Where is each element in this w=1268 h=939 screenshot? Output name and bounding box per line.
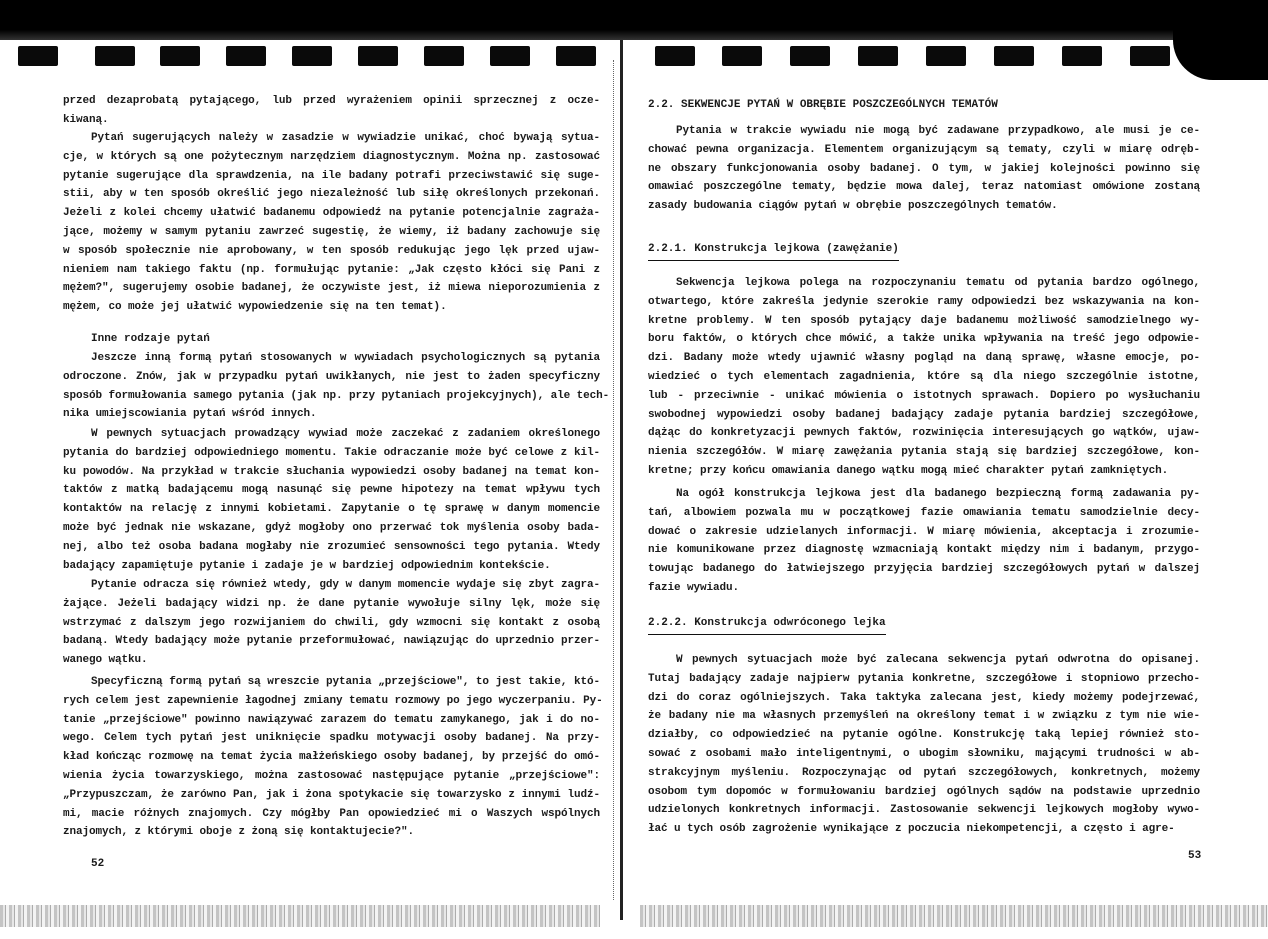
heading-text: 2.2. SEKWENCJE PYTAŃ W OBRĘBIE POSZCZEGÓLNYCH TEMATÓW (648, 99, 998, 111)
text-line: pytanie sugerujące dla sprawdzenia, na ile badany potrafi przeciwstawić się suge- (63, 169, 600, 182)
text-line: dzi do coraz ogólniejszych. Taka taktyka zalecana jest, kiedy możemy podejrzewać, (648, 691, 1200, 704)
text-line: nej, albo też osoba badana mogłaby nie zrozumieć sensowności tego pytania. Wtedy (63, 540, 600, 553)
text-line: Na ogół konstrukcja lejkowa jest dla badanego bezpieczną formą zadawania py- (676, 488, 1200, 500)
text-line: strakcyjnym myśleniu. Rozpoczynając od pytań szczegółowych, konkretnych, możemy (648, 766, 1200, 779)
paragraph (63, 673, 603, 842)
text-line: rych celem jest zapewnienie łagodnej zmiany tematu rozmowy po jego wyczerpaniu. Py- (63, 694, 603, 707)
text-line: stii, aby w ten sposób określić jego niezależność lub siłę określonych przekonań. (63, 188, 600, 201)
text-line: nieniem nam takiego faktu (np. formułując pytanie: „Jak często kłóci się Pani z (63, 263, 600, 276)
heading-text: 2.2.2. Konstrukcja odwróconego lejka (648, 614, 886, 635)
left-page (63, 0, 610, 939)
text-line: Pytania w trakcie wywiadu nie mogą być zadawane przypadkowo, ale musi je ce- (676, 125, 1200, 137)
text-line: ku powodów. Na przykład w trakcie słuchania wypowiedzi osoby badanej na temat kon- (63, 465, 600, 478)
text-line: łać u tych osób zagrożenie wynikające z poczucia niekompetencji, a często i agre- (648, 823, 1175, 836)
text-line: kretne; przy końcu omawiania danego wątku mogą mieć charakter pytań zamkniętych. (648, 464, 1169, 477)
perforation-mark (18, 46, 58, 66)
text-line: dzi. Badany może wtedy ujawnić własny pogląd na daną sprawę, własne emocje, po- (648, 352, 1200, 365)
page-number: 52 (91, 858, 105, 870)
text-line: wienia życia towarzyskiego, można zastosować następujące pytanie „przejściowe": (63, 769, 600, 782)
paragraph (63, 129, 600, 317)
section-heading (63, 328, 600, 349)
text-line: fazie wywiadu. (648, 581, 740, 594)
section-heading (648, 94, 1200, 115)
text-line: taktów z matką badającemu mogą nasunąć się pewne hipotezy na temat wpływu tych (63, 484, 600, 497)
paragraph (648, 274, 1200, 481)
text-line: badający zapamiętuje pytanie i zadaje je w bardziej odpowiednim kontekście. (63, 559, 551, 572)
text-line: wego. Celem tych pytań jest uniknięcie spadku motywacji osoby badanej. Na przy- (63, 732, 600, 745)
paragraph (63, 425, 600, 575)
paragraph (63, 349, 610, 424)
text-line: działby, co odpowiedzieć na pytanie ogólne. Konstrukcję taką lepiej również sto- (648, 729, 1200, 742)
text-line: udzielonych konkretnych informacji. Zastosowanie sekwencji lejkowych mogłoby wywo- (648, 804, 1200, 817)
text-line: mężem?", sugerujemy osobie badanej, że oczywiste jest, iż miewa nieporozumienia z (63, 282, 600, 295)
text-line: otwartego, które zakreśla jedynie szerokie ramy odpowiedzi bez wskazywania na kon- (648, 295, 1200, 308)
text-line: nienia szczegółów. W miarę zawężania pytania stają się bardziej szczegółowe, kon- (648, 446, 1200, 459)
text-line: W pewnych sytuacjach prowadzący wywiad może zaczekać z zadaniem określonego (91, 428, 600, 440)
text-line: że badany nie ma własnych przemyśleń na określony temat i w związku z tym nie wie- (648, 710, 1200, 723)
text-line: „Przypuszczam, że zarówno Pan, jak i żona spotykacie się towarzysko z innymi ludź- (63, 788, 600, 801)
book-spine (620, 40, 623, 920)
spine-noise (613, 60, 615, 900)
heading-text: Inne rodzaje pytań (91, 333, 210, 345)
text-line: cje, w których są one pożytecznym narzędziem diagnostycznym. Można np. zastosować (63, 150, 600, 163)
text-line: nie komunikowane przez diagnostę wzmacniają kontakt między nim i badanym, przygo- (648, 544, 1200, 557)
text-line: w sposób społecznie nie aprobowany, w ten sposób redukując jego lęk przed ujaw- (63, 244, 600, 257)
text-line: kład kończąc rozmowę na temat życia małżeńskiego osoby badanej, by przejść do omó- (63, 751, 600, 764)
text-line: przed dezaprobatą pytającego, lub przed wyrażeniem opinii sprzecznej z ocze- (63, 95, 600, 107)
text-line: kiwaną. (63, 113, 109, 126)
text-line: Pytanie odracza się również wtedy, gdy w danym momencie wydaje się zbyt zagra- (91, 579, 600, 591)
text-line: mężem, co może jej ułatwić wypowiedzenie się na ten temat). (63, 301, 447, 314)
text-line: zasady budowania ciągów pytań w obrębie poszczególnych tematów. (648, 200, 1058, 213)
text-line: swobodnej wypowiedzi osoby badanej badający zadaje pytania bardziej szczegółowe, (648, 408, 1200, 421)
text-line: wstrzymać z dalszym jego rozwijaniem do chwili, gdy wzmocni się kontakt z osobą (63, 616, 600, 629)
text-line: osobom tym dopomóc w formułowaniu bardziej ogólnych sądów na podstawie uprzednio (648, 785, 1200, 798)
page-number: 53 (1188, 850, 1202, 862)
text-line: towując badanego do łatwiejszego przyjęcia bardziej szczegółowych pytań w dalszej (648, 563, 1200, 576)
text-line: chować pewna organizacja. Elementem organizującym są tematy, czyli w miarę odręb- (648, 143, 1200, 156)
text-line: kretne problemy. W ten sposób pytający daje badanemu możliwość samodzielnego wy- (648, 314, 1200, 327)
text-line: lub - przeciwnie - unikać mówienia o istotnych sprawach. Dopiero po wysłuchaniu (648, 389, 1200, 402)
text-line: wiedzieć o tych elementach zagadnienia, które są dla niego szczególnie istotne, (648, 370, 1200, 383)
text-line: jące, możemy w samym pytaniu zawrzeć sugestię, że wiemy, iż badany zachowuje się (63, 225, 600, 238)
text-line: ne obszary funkcjonowania osoby badanej. O tym, w jakiej kolejności powinno się (648, 162, 1200, 175)
right-page (648, 0, 1200, 939)
text-line: Pytań sugerujących należy w zasadzie w wywiadzie unikać, choć bywają sytua- (91, 132, 600, 144)
text-line: Sekwencja lejkowa polega na rozpoczynaniu tematu od pytania bardzo ogólnego, (676, 277, 1200, 289)
text-line: Specyficzną formą pytań są wreszcie pytania „przejściowe", to jest takie, któ- (91, 676, 600, 688)
heading-text: 2.2.1. Konstrukcja lejkowa (zawężanie) (648, 240, 899, 261)
text-line: omawiać poszczególne tematy, będzie mowa dalej, teraz natomiast omówione zostaną (648, 181, 1200, 194)
section-heading (648, 238, 1200, 261)
paragraph (648, 122, 1200, 216)
paragraph (648, 651, 1200, 839)
text-line: pytania do bardziej odpowiedniego momentu. Takie odraczanie może być celowe z kil- (63, 446, 600, 459)
text-line: kontaktów na relację z innymi kobietami. Zapytanie o tę sprawę w danym momencie (63, 503, 600, 516)
paragraph (648, 485, 1200, 598)
text-line: odroczone. Znów, jak w przypadku pytań uwikłanych, nie jest to żaden specyficzny (63, 370, 600, 383)
text-line: badaną. Wtedy badający może pytanie przeformułować, nawiązując do uprzednio przer- (63, 635, 600, 648)
paragraph (63, 576, 600, 670)
text-line: żające. Jeżeli badający widzi np. że dane pytanie wywołuje silny lęk, może się (63, 597, 600, 610)
text-line: dążąc do konkretyzacji pewnych faktów, rozwinięcia interesujących go wątków, ujaw- (648, 427, 1200, 440)
text-line: dować o zakresie udzielanych informacji. W miarę mówienia, akceptacja i zrozumie- (648, 525, 1200, 538)
text-line: sować z osobami mało inteligentnymi, o ubogim słowniku, mającymi trudności w ab- (648, 747, 1200, 760)
text-line: nika umiejscowiania pytań wśród innych. (63, 408, 317, 421)
text-line: sposób formułowania samego pytania (jak np. przy pytaniach projekcyjnych), ale tech- (63, 389, 610, 402)
text-line: znajomych, z którymi oboje z żoną się kontaktujecie?". (63, 826, 415, 839)
text-line: Jeszcze inną formą pytań stosowanych w wywiadach psychologicznych są pytania (91, 352, 600, 364)
paragraph (63, 92, 600, 130)
section-heading (648, 612, 1200, 635)
text-line: Tutaj badający zadaje najpierw pytania konkretne, szczegółowe i stopniowo przecho- (648, 672, 1200, 685)
text-line: boru faktów, o których chce mówić, a także unika wpływania na treść jego odpowie- (648, 333, 1200, 346)
text-line: tań, albowiem pozwala mu w początkowej fazie omawiania tematu samodzielnie decy- (648, 506, 1200, 519)
text-line: tanie „przejściowe" powinno nawiązywać zarazem do tematu zamykanego, jak i do no- (63, 713, 600, 726)
text-line: mi, macie różnych znajomych. Czy mógłby Pan opowiedzieć mi o Waszych wspólnych (63, 807, 600, 820)
text-line: wanego wątku. (63, 654, 148, 667)
text-line: może być jednak nie wskazane, gdyż mogłoby ono przerwać tok myślenia osoby bada- (63, 521, 600, 534)
text-line: Jeżeli z kolei chcemy ułatwić badanemu odpowiedź na pytanie potencjalnie zagraża- (63, 207, 600, 220)
text-line: W pewnych sytuacjach może być zalecana sekwencja pytań odwrotna do opisanej. (676, 654, 1200, 666)
